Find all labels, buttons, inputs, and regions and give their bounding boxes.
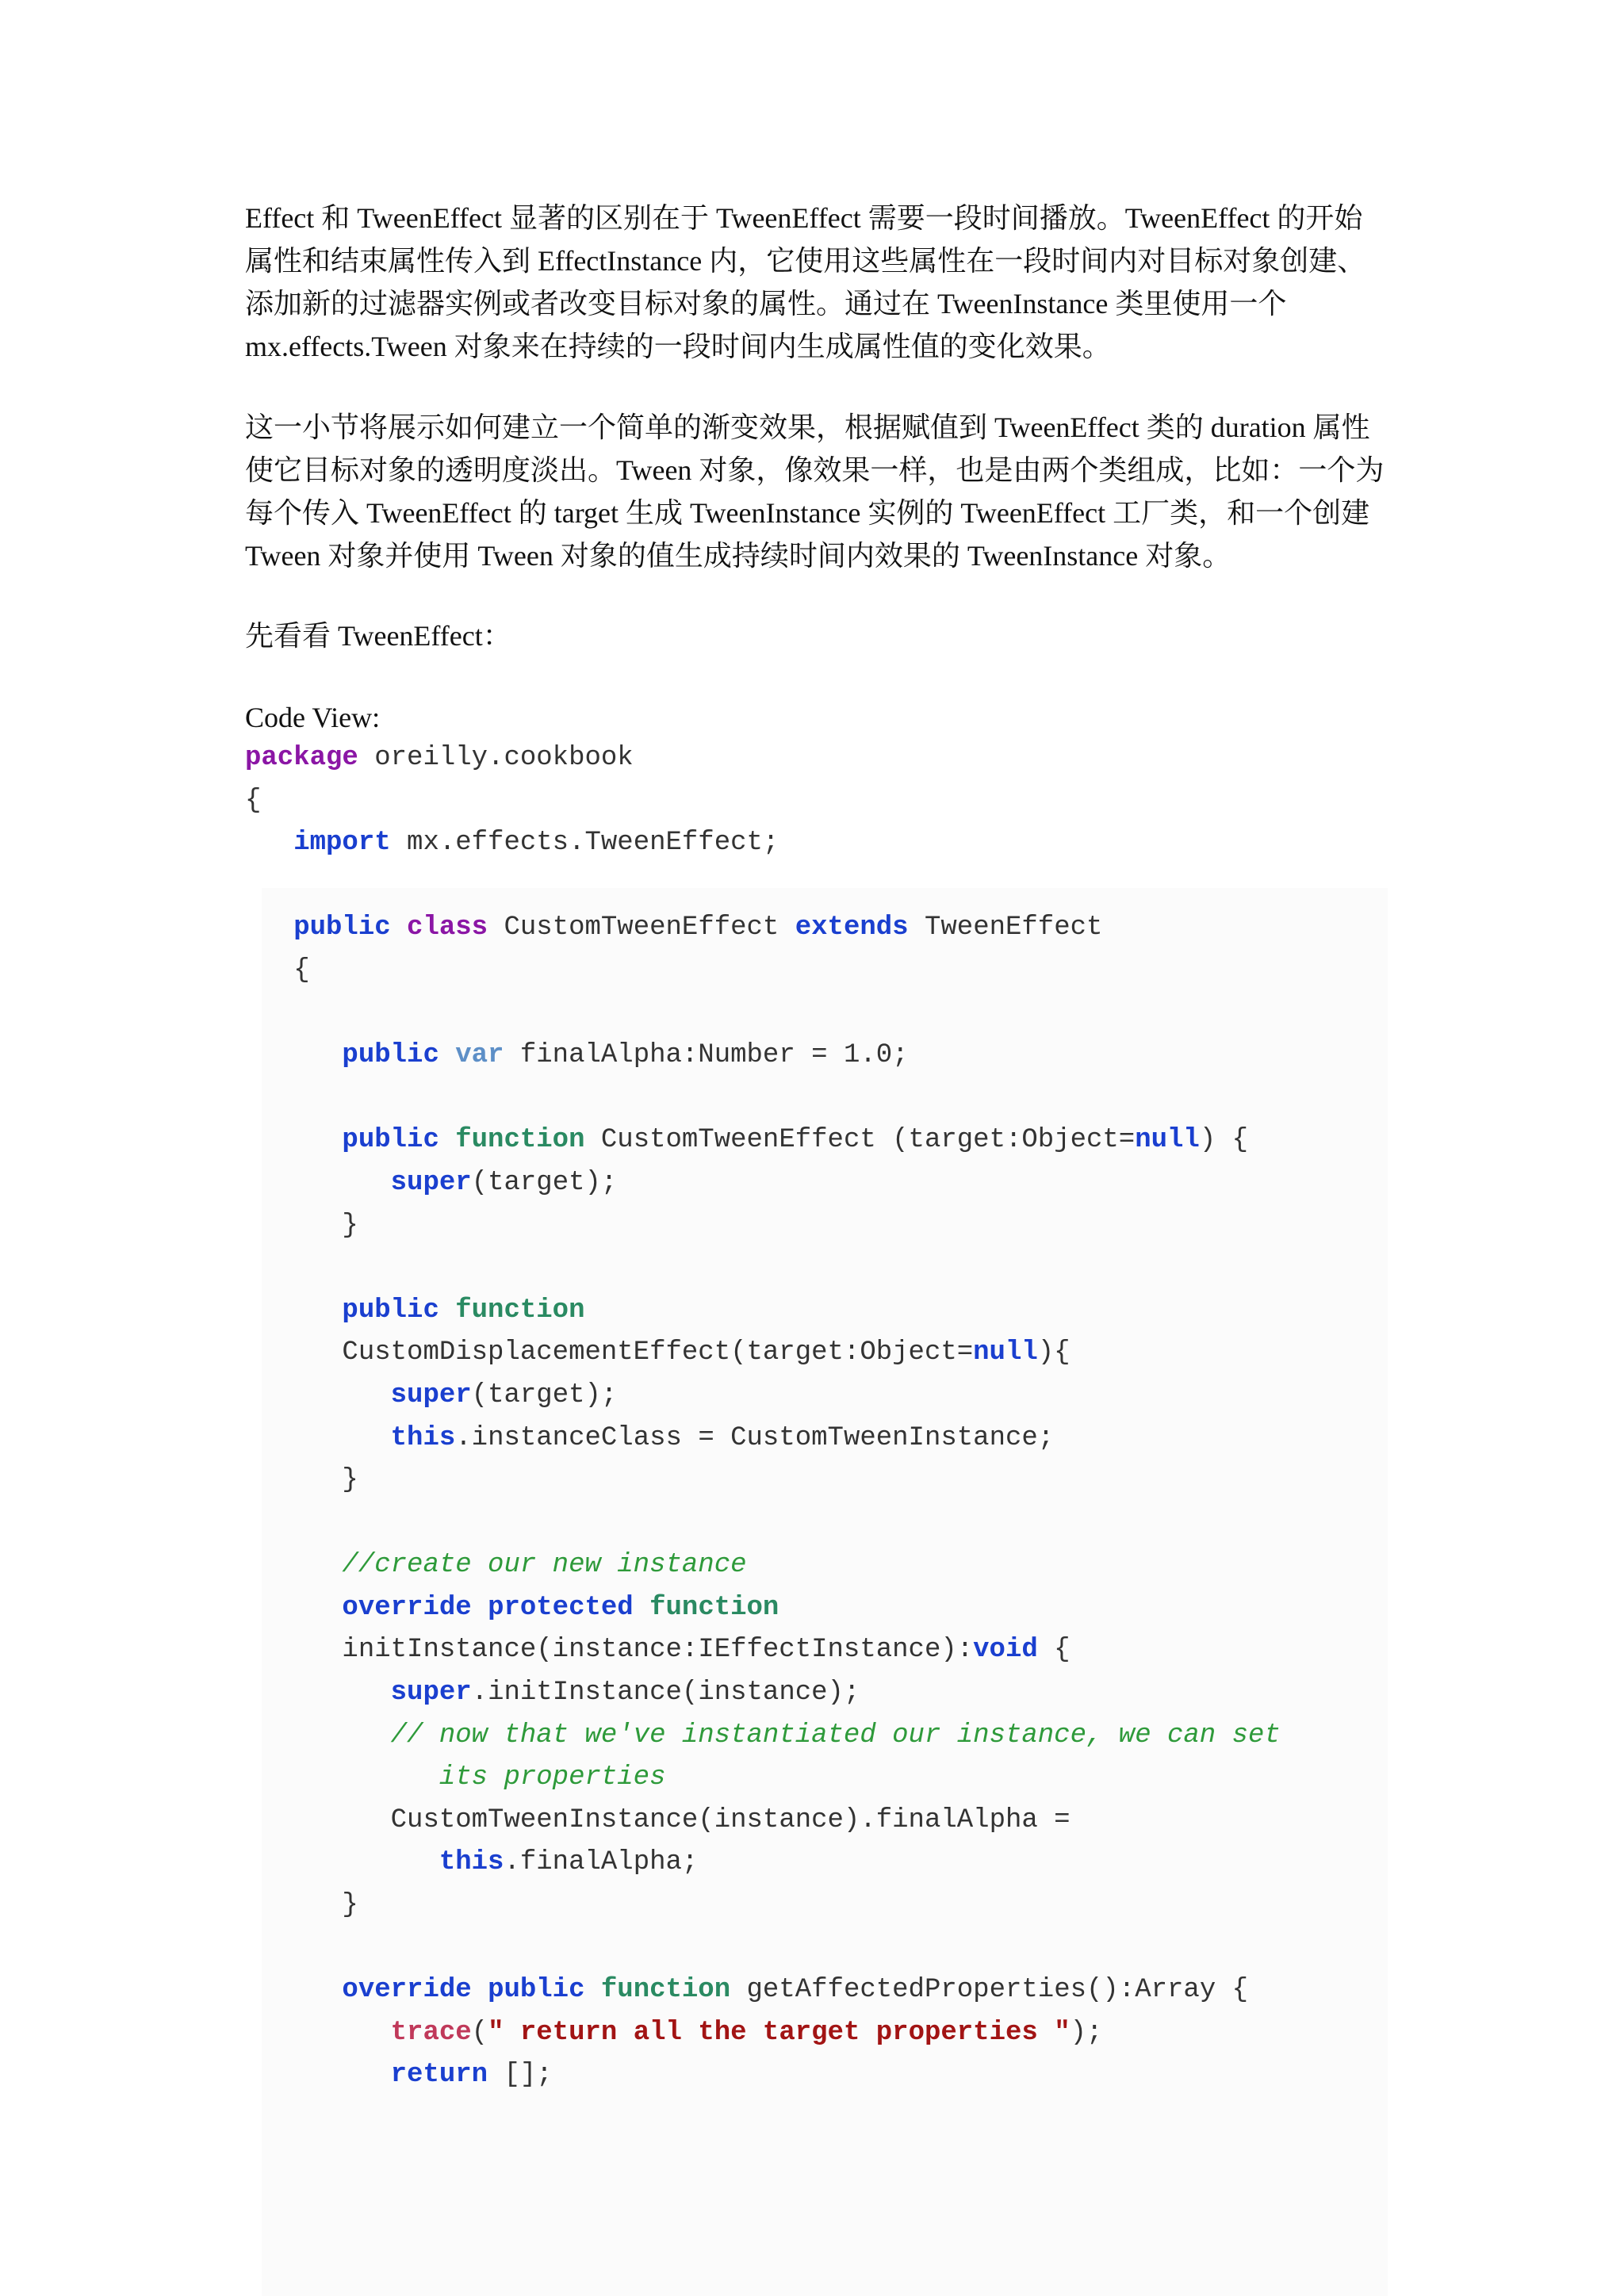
trace-call: trace xyxy=(390,2017,472,2048)
keyword: public xyxy=(342,1125,439,1156)
code-text: TweenEffect xyxy=(908,913,1103,943)
code-line-7 xyxy=(245,993,1395,1035)
paragraph-line: 添加新的过滤器实例或者改变目标对象的属性。通过在 TweenInstance 类里使用一个 xyxy=(245,288,1287,320)
code-line-30 xyxy=(245,1969,1395,2012)
code-line-19 xyxy=(245,1502,1395,1545)
code-line-23 xyxy=(245,1672,1395,1715)
code-text: CustomTweenEffect xyxy=(488,913,795,943)
code-text: .initInstance(instance); xyxy=(471,1678,860,1709)
indent xyxy=(245,1678,391,1708)
code-text: initInstance(instance:IEffectInstance): xyxy=(342,1635,974,1666)
code-comment: its properties xyxy=(439,1762,666,1793)
code-line-1 xyxy=(245,737,1395,780)
code-text: ) { xyxy=(1199,1125,1249,1156)
code-text: finalAlpha:Number = 1.0; xyxy=(504,1040,909,1071)
code-line-20 xyxy=(245,1544,1395,1587)
code-view-label: Code View: xyxy=(245,702,381,733)
code-text: { xyxy=(1037,1635,1071,1666)
code-text: ); xyxy=(1070,2017,1103,2048)
code-line-15 xyxy=(245,1332,1395,1375)
code-line-10 xyxy=(245,1119,1395,1162)
code-line-9 xyxy=(245,1077,1395,1120)
indent xyxy=(245,913,293,943)
indent xyxy=(245,1550,342,1580)
keyword: function xyxy=(649,1592,779,1623)
code-line-6 xyxy=(245,950,1395,993)
code-text: { xyxy=(245,785,262,816)
keyword: void xyxy=(973,1635,1038,1666)
indent xyxy=(245,1040,342,1070)
keyword: public xyxy=(342,1295,439,1326)
paragraph-line: 这一小节将展示如何建立一个简单的渐变效果，根据赋值到 TweenEffect 类的 duration 属性 xyxy=(245,411,1370,443)
indent xyxy=(245,2018,391,2048)
code-text: } xyxy=(245,1890,358,1921)
keyword: import xyxy=(293,828,391,859)
indent xyxy=(245,2060,391,2090)
code-line-32 xyxy=(245,2054,1395,2097)
code-line-26 xyxy=(245,1800,1395,1843)
code-line-18 xyxy=(245,1460,1395,1502)
code-line-12 xyxy=(245,1205,1395,1248)
code-comment: //create our new instance xyxy=(342,1550,747,1581)
keyword: public xyxy=(488,1975,585,2006)
indent xyxy=(245,1762,439,1793)
code-line-14 xyxy=(245,1290,1395,1333)
keyword: extends xyxy=(795,913,909,943)
paragraph-3 xyxy=(245,614,1387,657)
keyword: super xyxy=(390,1167,472,1198)
keyword: null xyxy=(1135,1125,1200,1156)
code-text: oreilly.cookbook xyxy=(358,743,634,773)
keyword: function xyxy=(600,1975,731,2006)
indent xyxy=(245,1337,342,1368)
paragraph-line: 属性和结束属性传入到 EffectInstance 内，它使用这些属性在一段时间内对目标对象创建、 xyxy=(245,245,1366,277)
paragraph-2 xyxy=(245,406,1387,577)
indent xyxy=(245,1635,342,1665)
code-text: (target); xyxy=(471,1380,618,1410)
code-line-31 xyxy=(245,2012,1395,2055)
code-line-4 xyxy=(245,865,1395,908)
code-line-25 xyxy=(245,1757,1395,1800)
indent xyxy=(245,1168,391,1198)
code-text: .finalAlpha; xyxy=(504,1847,699,1878)
keyword: return xyxy=(390,2060,488,2091)
keyword: super xyxy=(390,1678,472,1709)
code-text: (target); xyxy=(471,1167,618,1198)
code-text: ( xyxy=(471,2017,488,2048)
keyword: public xyxy=(342,1040,439,1071)
indent xyxy=(245,1805,391,1835)
paragraph-1 xyxy=(245,197,1387,368)
keyword: function xyxy=(455,1125,585,1156)
keyword: class xyxy=(407,913,488,943)
paragraph-line: Effect 和 TweenEffect 显著的区别在于 TweenEffect 需要一段时间播放。TweenEffect 的开始 xyxy=(245,202,1363,234)
paragraph-line: Tween 对象并使用 Tween 对象的值生成持续时间内效果的 TweenInstance 对象。 xyxy=(245,540,1231,572)
paragraph-line: 使它目标对象的透明度淡出。Tween 对象，像效果一样，也是由两个类组成，比如：一个为 xyxy=(245,454,1385,486)
code-comment: // now that we've instantiated our instance, we can set xyxy=(390,1720,1281,1751)
indent xyxy=(245,828,293,858)
code-text: mx.effects.TweenEffect; xyxy=(390,828,779,859)
code-line-8 xyxy=(245,1035,1395,1077)
string-literal: " return all the target properties " xyxy=(488,2017,1071,2048)
keyword: var xyxy=(455,1040,504,1071)
indent xyxy=(245,1593,342,1623)
code-text: []; xyxy=(488,2060,553,2091)
code-block xyxy=(245,737,1395,2097)
code-line-2 xyxy=(245,780,1395,823)
indent xyxy=(245,1975,342,2005)
code-text: .instanceClass = CustomTweenInstance; xyxy=(455,1422,1055,1453)
indent xyxy=(245,1720,391,1751)
code-text: CustomTweenInstance(instance).finalAlpha = xyxy=(390,1804,1071,1835)
keyword: package xyxy=(245,743,358,773)
keyword: override xyxy=(342,1975,472,2006)
keyword: this xyxy=(390,1422,456,1453)
code-line-17 xyxy=(245,1418,1395,1460)
code-line-27 xyxy=(245,1842,1395,1885)
code-line-24 xyxy=(245,1715,1395,1758)
indent xyxy=(245,1847,439,1877)
code-text: ){ xyxy=(1037,1337,1071,1368)
code-line-5 xyxy=(245,907,1395,950)
code-text: } xyxy=(245,1465,358,1496)
code-line-28 xyxy=(245,1885,1395,1927)
keyword: null xyxy=(973,1337,1038,1368)
code-line-13 xyxy=(245,1247,1395,1290)
indent xyxy=(245,1380,391,1410)
paragraph-line: mx.effects.Tween 对象来在持续的一段时间内生成属性值的变化效果。 xyxy=(245,331,1111,362)
keyword: this xyxy=(439,1847,504,1878)
code-line-11 xyxy=(245,1162,1395,1205)
keyword: function xyxy=(455,1295,585,1326)
code-line-21 xyxy=(245,1587,1395,1630)
paragraph-line: 先看看 TweenEffect： xyxy=(245,620,511,652)
indent xyxy=(245,1423,391,1453)
code-text: } xyxy=(245,1210,358,1241)
code-text: getAffectedProperties():Array { xyxy=(730,1975,1249,2006)
keyword: super xyxy=(390,1380,472,1410)
keyword: protected xyxy=(488,1592,634,1623)
code-line-22 xyxy=(245,1629,1395,1672)
code-text: CustomTweenEffect (target:Object= xyxy=(584,1125,1136,1156)
code-text: { xyxy=(245,955,310,985)
keyword: override xyxy=(342,1592,472,1623)
code-text: CustomDisplacementEffect(target:Object= xyxy=(342,1337,974,1368)
keyword: public xyxy=(293,913,391,943)
indent xyxy=(245,1295,342,1326)
code-line-29 xyxy=(245,1927,1395,1970)
indent xyxy=(245,1125,342,1155)
paragraph-line: 每个传入 TweenEffect 的 target 生成 TweenInstance 实例的 TweenEffect 工厂类，和一个创建 xyxy=(245,497,1370,529)
code-line-16 xyxy=(245,1375,1395,1418)
code-line-3 xyxy=(245,822,1395,865)
